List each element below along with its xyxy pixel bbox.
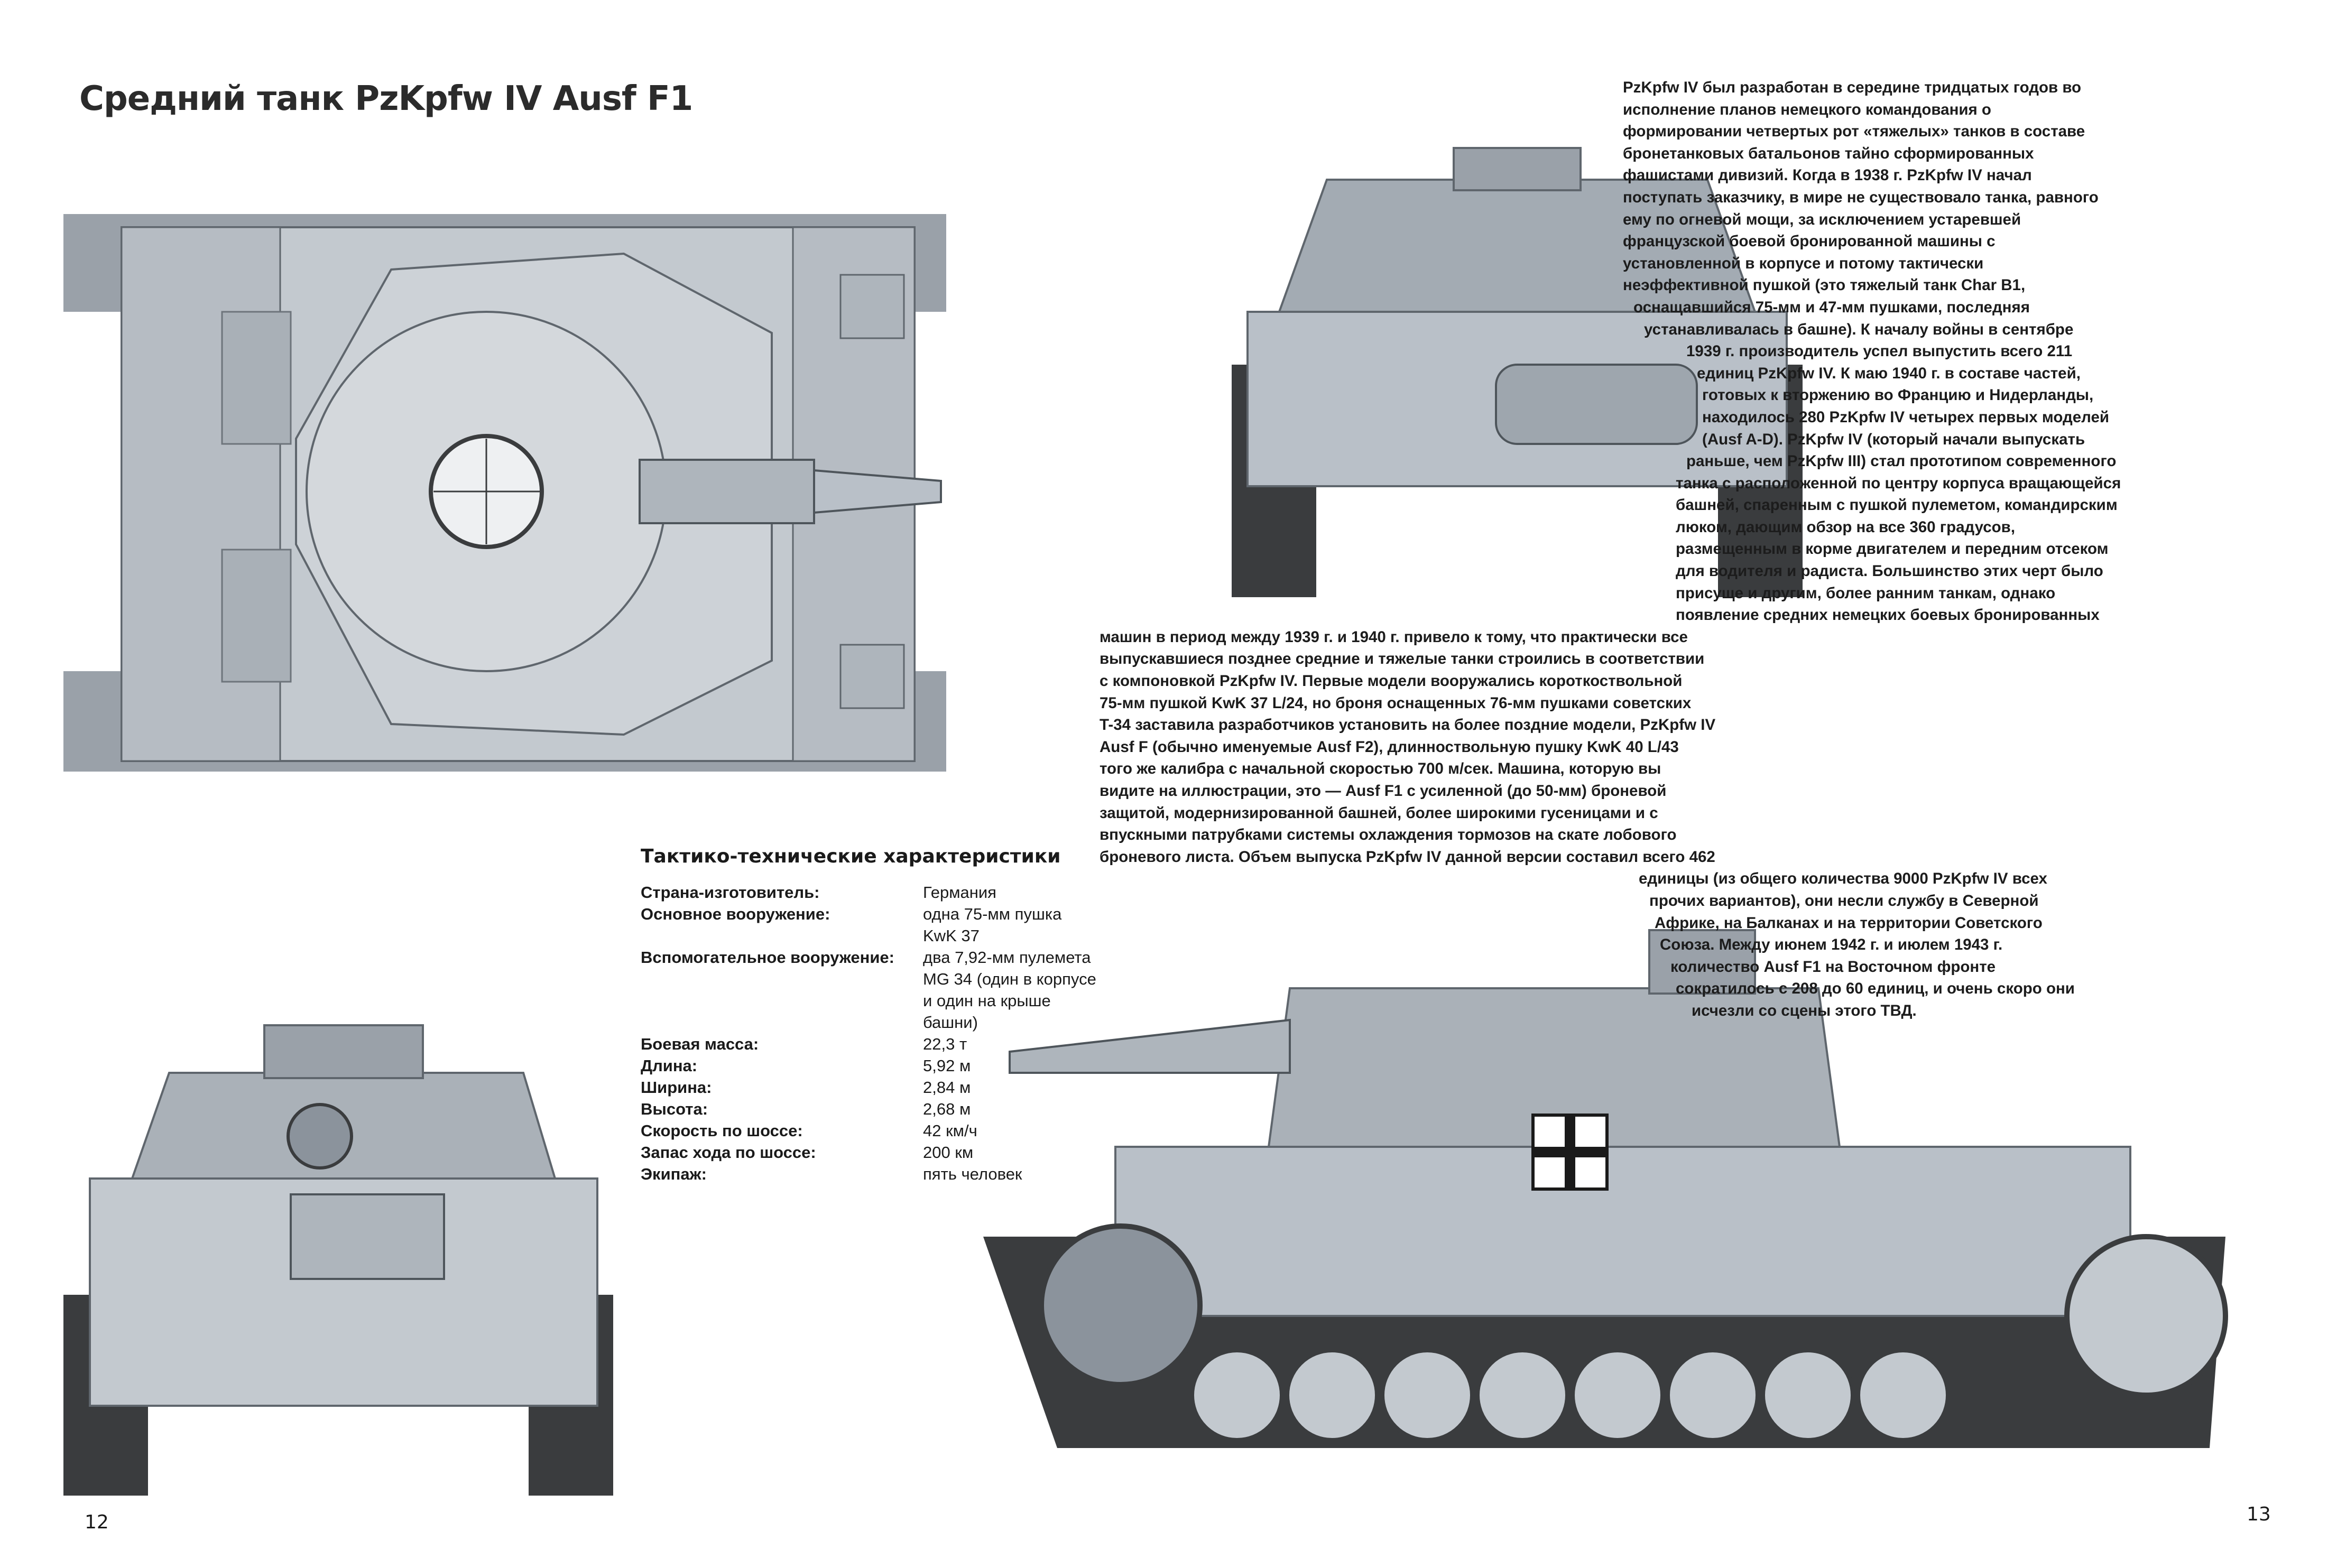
- spec-label: Запас хода по шоссе:: [641, 1143, 816, 1162]
- body-text-line: присуще и другим, более ранним танкам, однако: [1676, 584, 2056, 602]
- body-text: [1100, 77, 2273, 1022]
- spec-value: 2,68 м: [923, 1100, 971, 1118]
- body-text-line: PzKpfw IV был разработан в середине тридцатых годов во: [1623, 79, 2082, 96]
- specs-heading: Тактико-технические характеристики: [641, 846, 1061, 867]
- page-title: Средний танк PzKpfw IV Ausf F1: [79, 79, 693, 118]
- body-text-line: единиц PzKpfw IV. К маю 1940 г. в составе частей,: [1697, 364, 2081, 382]
- body-text-line: танка с расположенной по центру корпуса вращающейся: [1676, 474, 2121, 492]
- body-text-line: Ausf F (обычно именуемые Ausf F2), длинноствольную пушку KwK 40 L/43: [1100, 738, 1679, 756]
- body-text-line: фашистами дивизий. Когда в 1938 г. PzKpfw IV начал: [1623, 166, 2032, 184]
- spec-value: два 7,92-мм пулемета MG 34 (один в корпусе и один на крыше башни): [923, 948, 1096, 1032]
- body-text-line: находилось 280 PzKpfw IV четырех первых моделей: [1702, 408, 2109, 426]
- body-text-line: исполнение планов немецкого командования о: [1623, 100, 1991, 118]
- body-text-line: с компоновкой PzKpfw IV. Первые модели вооружались короткоствольной: [1100, 672, 1683, 690]
- body-text-line: появление средних немецких боевых бронированных: [1676, 606, 2100, 624]
- body-text-line: готовых к вторжению во Францию и Нидерланды,: [1702, 386, 2094, 404]
- body-text-line: защитой, модернизированной башней, более широкими гусеницами и с: [1100, 804, 1658, 822]
- body-text-line: оснащавшийся 75-мм и 47-мм пушками, последняя: [1633, 298, 2030, 316]
- body-text-line: люком, дающим обзор на все 360 градусов,: [1676, 518, 2016, 536]
- spec-value: 42 км/ч: [923, 1121, 977, 1140]
- spec-label: Вспомогательное вооружение:: [641, 948, 895, 967]
- body-text-line: поступать заказчику, в мире не существовало танка, равного: [1623, 188, 2099, 206]
- spec-value: 5,92 м: [923, 1056, 971, 1075]
- spec-value: пять человек: [923, 1165, 1022, 1183]
- spec-label: Длина:: [641, 1056, 698, 1075]
- spec-value: 200 км: [923, 1143, 974, 1162]
- body-text-line: бронетанковых батальонов тайно сформированных: [1623, 144, 2034, 162]
- spec-label: Основное вооружение:: [641, 905, 830, 923]
- body-text-line: того же калибра с начальной скоростью 700 м/сек. Машина, которую вы: [1100, 760, 1661, 778]
- spec-value: 2,84 м: [923, 1078, 971, 1097]
- body-text-line: количество Ausf F1 на Восточном фронте: [1670, 958, 1996, 976]
- spec-label: Страна-изготовитель:: [641, 883, 820, 902]
- page-number-left: 12: [85, 1511, 109, 1533]
- body-text-line: броневого листа. Объем выпуска PzKpfw IV данной версии составил всего 462: [1100, 848, 1715, 866]
- body-text-line: машин в период между 1939 г. и 1940 г. привело к тому, что практически все: [1100, 628, 1688, 646]
- body-text-line: размещенным в корме двигателем и передним отсеком: [1676, 540, 2109, 558]
- body-text-line: Союза. Между июнем 1942 г. и июлем 1943 г.: [1660, 936, 2003, 954]
- body-text-line: для водителя и радиста. Большинство этих черт было: [1676, 562, 2103, 580]
- body-text-line: Африке, на Балканах и на территории Советского: [1655, 914, 2043, 932]
- body-text-line: видите на иллюстрации, это — Ausf F1 с усиленной (до 50-мм) броневой: [1100, 782, 1667, 800]
- spec-value: 22,3 т: [923, 1035, 967, 1053]
- body-text-line: ему по огневой мощи, за исключением устаревшей: [1623, 210, 2021, 228]
- spec-label: Высота:: [641, 1100, 708, 1118]
- body-text-line: (Ausf A-D). PzKpfw IV (который начали выпускать: [1702, 430, 2085, 448]
- body-text-line: выпускавшиеся позднее средние и тяжелые танки строились в соответствии: [1100, 650, 1705, 668]
- spec-label: Экипаж:: [641, 1165, 707, 1183]
- body-text-line: неэффективной пушкой (это тяжелый танк Char B1,: [1623, 276, 2026, 294]
- body-text-line: исчезли со сцены этого ТВД.: [1692, 1001, 1917, 1019]
- body-text-line: единицы (из общего количества 9000 PzKpfw IV всех: [1639, 870, 2047, 888]
- body-text-line: сократилось с 208 до 60 единиц, и очень скоро они: [1676, 980, 2075, 998]
- tank-top-view-illustration: [63, 206, 1142, 782]
- tank-front-view-lower-illustration: [63, 1020, 634, 1496]
- spec-value: Германия: [923, 883, 996, 902]
- body-text-line: установленной в корпусе и потому тактически: [1623, 254, 1984, 272]
- body-text-line: устанавливалась в башне). К началу войны в сентябре: [1644, 320, 2074, 338]
- spec-label: Боевая масса:: [641, 1035, 759, 1053]
- body-text-line: раньше, чем PzKpfw III) стал прототипом современного: [1686, 452, 2117, 470]
- body-text-line: прочих вариантов), они несли службу в Северной: [1649, 892, 2039, 910]
- page-number-right: 13: [2247, 1504, 2271, 1525]
- body-text-line: башней, спаренным с пушкой пулеметом, командирским: [1676, 496, 2118, 514]
- body-text-line: французской боевой бронированной машины с: [1623, 233, 1996, 250]
- spec-label: Ширина:: [641, 1078, 712, 1097]
- body-text-line: впускными патрубками системы охлаждения тормозов на скате лобового: [1100, 826, 1677, 844]
- body-text-line: 1939 г. производитель успел выпустить всего 211: [1686, 342, 2073, 360]
- body-text-line: 75-мм пушкой KwK 37 L/24, но броня оснащенных 76-мм пушками советских: [1100, 694, 1692, 712]
- spec-label: Скорость по шоссе:: [641, 1121, 803, 1140]
- spec-value: одна 75-мм пушка KwK 37: [923, 905, 1062, 945]
- body-text-line: T-34 заставила разработчиков установить на более поздние модели, PzKpfw IV: [1100, 716, 1716, 734]
- body-text-line: формировании четвертых рот «тяжелых» танков в составе: [1623, 123, 2085, 141]
